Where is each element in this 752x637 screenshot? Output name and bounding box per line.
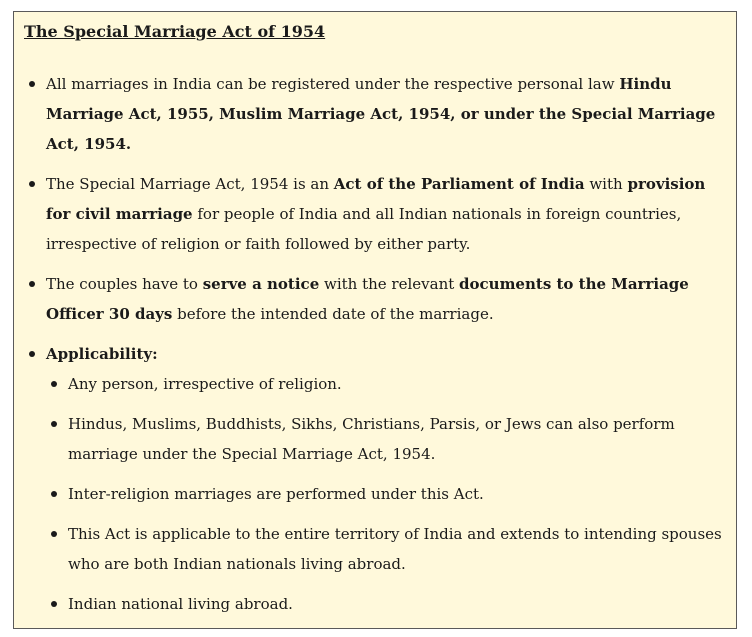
bullet-item-applicability	[24, 339, 726, 619]
bullet-item	[24, 69, 726, 159]
text-segment: The Special Marriage Act, 1954 is an	[46, 175, 334, 193]
bullet-list	[24, 69, 726, 619]
text-segment: before the intended date of the marriage.	[172, 305, 494, 323]
sub-bullet-item: Hindus, Muslims, Buddhists, Sikhs, Christians, Parsis, or Jews can also perform marriage under the Special Marriage Act, 1954.	[46, 409, 726, 469]
text-segment: The couples have to	[46, 275, 203, 293]
text-segment: with	[584, 175, 628, 193]
bold-segment: Act of the Parliament of India	[333, 175, 585, 193]
text-segment: with the relevant	[319, 275, 460, 293]
bold-segment: serve a notice	[202, 275, 320, 293]
text-segment: All marriages in India can be registered under the respective personal law	[46, 75, 620, 93]
sub-bullet-item: Any person, irrespective of religion.	[46, 369, 726, 399]
document-panel	[13, 11, 737, 629]
sub-bullet-item: Indian national living abroad.	[46, 589, 726, 619]
bullet-item	[24, 269, 726, 329]
bullet-item	[24, 169, 726, 259]
document-title: The Special Marriage Act of 1954	[24, 22, 326, 41]
sub-bullet-item: Inter-religion marriages are performed under this Act.	[46, 479, 726, 509]
applicability-heading: Applicability:	[46, 345, 158, 363]
applicability-list	[46, 369, 726, 619]
bold-segment: provision for civil marriage	[46, 175, 706, 223]
sub-bullet-item: This Act is applicable to the entire territory of India and extends to intending spouses who are both Indian nationals living abroad.	[46, 519, 726, 579]
bold-segment: Hindu Marriage Act, 1955, Muslim Marriage Act, 1954, or under the Special Marriage Act, 1954.	[46, 75, 716, 153]
text-segment: for people of India and all Indian nationals in foreign countries, irrespective of religion or faith followed by either party.	[46, 205, 682, 253]
bold-segment: documents to the Marriage Officer 30 days	[46, 275, 689, 323]
